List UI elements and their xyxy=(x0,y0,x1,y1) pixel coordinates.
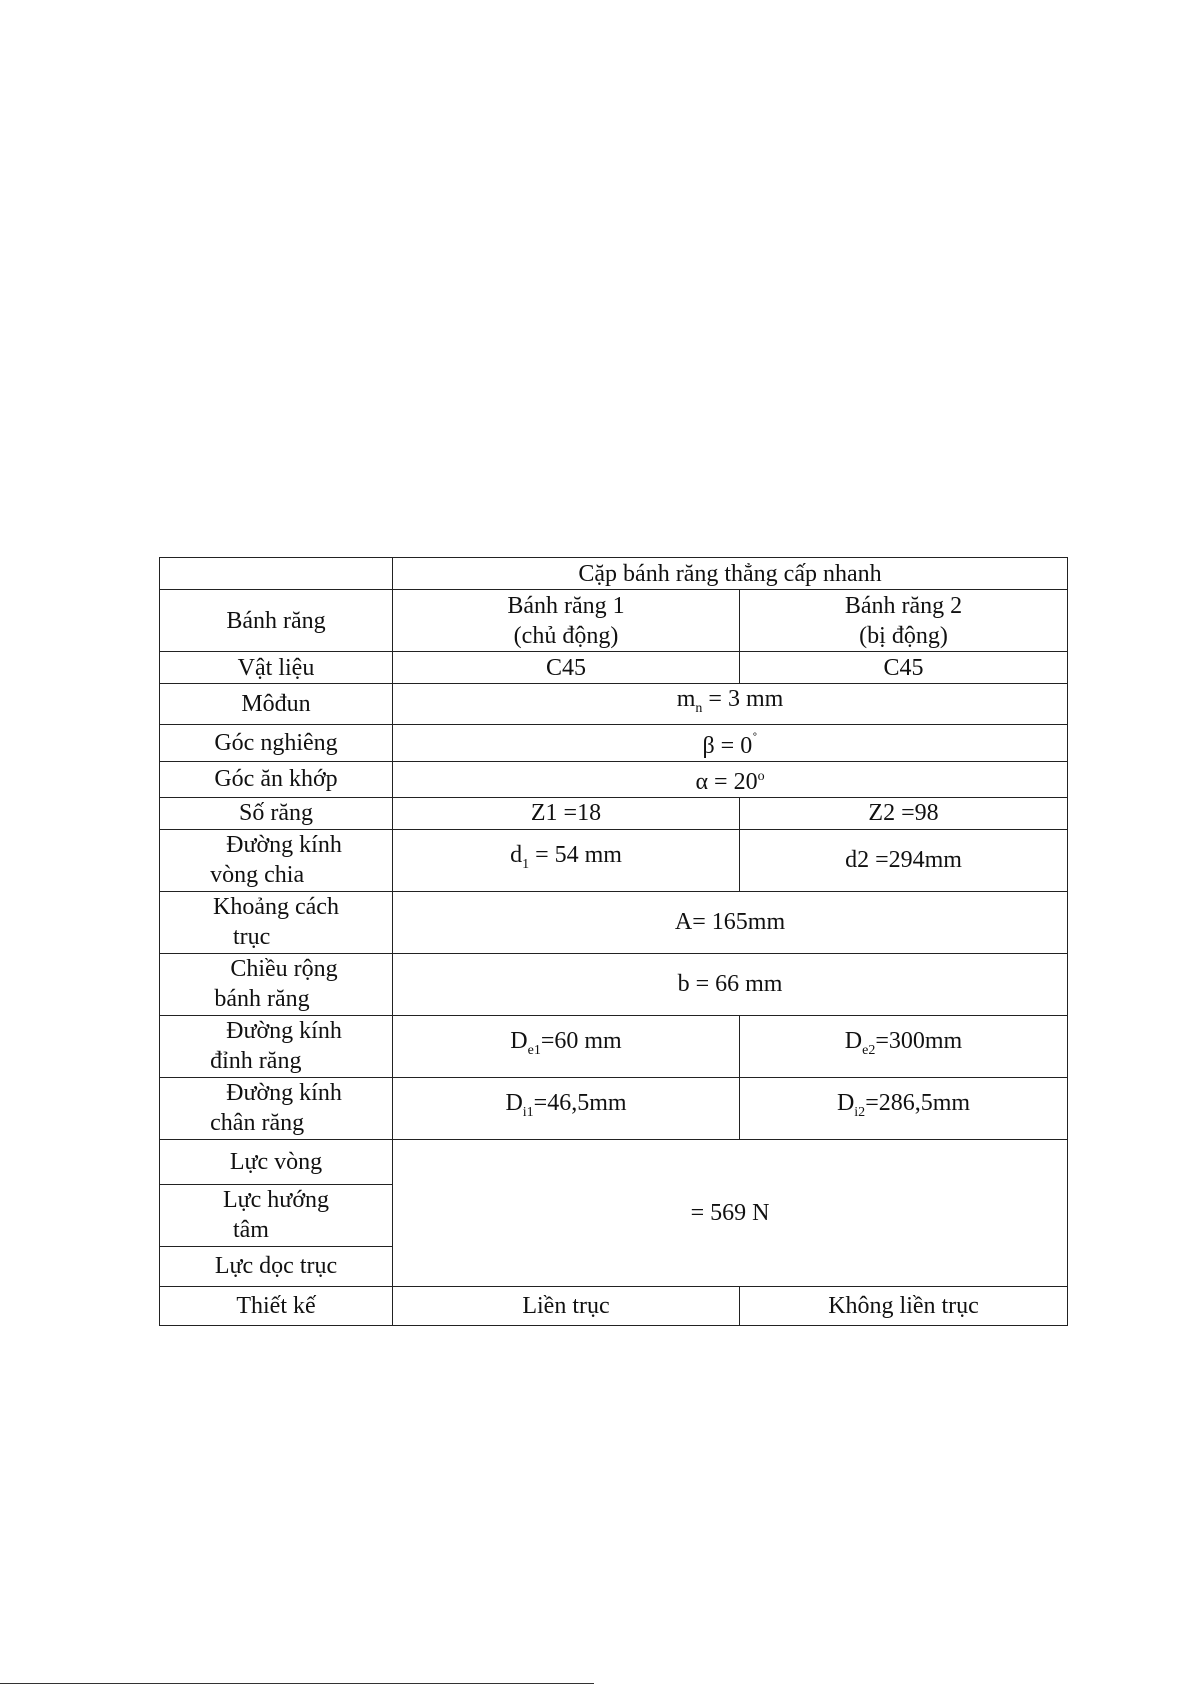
gear2-role: (bị động) xyxy=(859,622,948,649)
label-line: tâm xyxy=(232,1217,269,1244)
cell-value: Z2 =98 xyxy=(740,797,1068,829)
cell-value xyxy=(393,1077,740,1139)
row-label xyxy=(160,891,393,953)
cell-value: A= 165mm xyxy=(393,891,1068,953)
cell-value xyxy=(393,684,1068,725)
value-rest: =286,5mm xyxy=(865,1090,971,1117)
gear1-header xyxy=(393,590,740,652)
gear2-title: Bánh răng 2 xyxy=(844,592,963,619)
row-label: Thiết kế xyxy=(160,1286,393,1325)
table-row xyxy=(160,797,1068,829)
module-subscript: n xyxy=(695,700,703,716)
subscript: i1 xyxy=(522,1105,534,1121)
label-line: vòng chia xyxy=(210,862,305,889)
subscript: i2 xyxy=(854,1105,866,1121)
table-row xyxy=(160,891,1068,953)
table-row xyxy=(160,761,1068,797)
label-line: chân răng xyxy=(210,1110,305,1137)
helix-angle-value: β = 0 xyxy=(702,732,753,759)
module-rest: = 3 mm xyxy=(702,686,784,712)
row-label xyxy=(160,1015,393,1077)
row-label: Môđun xyxy=(160,684,393,725)
cell-value: b = 66 mm xyxy=(393,953,1068,1015)
table-row xyxy=(160,953,1068,1015)
subscript: 1 xyxy=(522,857,530,873)
value-rest: = 54 mm xyxy=(529,842,622,869)
row-label: Góc ăn khớp xyxy=(160,761,393,797)
cell-value xyxy=(393,829,740,891)
group-header: Cặp bánh răng thẳng cấp nhanh xyxy=(393,558,1068,590)
cell-value xyxy=(393,1015,740,1077)
row-label xyxy=(160,829,393,891)
symbol: d xyxy=(510,842,523,869)
row-label xyxy=(160,1077,393,1139)
row-label: Bánh răng xyxy=(160,590,393,652)
table-row xyxy=(160,558,1068,590)
gear1-role: (chủ động) xyxy=(513,622,619,649)
symbol: D xyxy=(505,1090,523,1117)
table-row xyxy=(160,1077,1068,1139)
degree-sup: ˚ xyxy=(752,730,758,748)
cell-value: Z1 =18 xyxy=(393,797,740,829)
row-label: Lực vòng xyxy=(160,1139,393,1184)
pressure-angle-value: α = 20 xyxy=(695,768,758,795)
row-label: Lực dọc trục xyxy=(160,1246,393,1286)
row-label: Góc nghiêng xyxy=(160,724,393,761)
table-row xyxy=(160,1139,1068,1184)
table-row xyxy=(160,1286,1068,1325)
label-line: Khoảng cách xyxy=(213,894,339,921)
label-line: Lực hướng xyxy=(222,1187,330,1214)
cell-value xyxy=(393,724,1068,761)
label-line: đỉnh răng xyxy=(210,1048,302,1075)
subscript: e1 xyxy=(527,1043,541,1059)
row-label: Vật liệu xyxy=(160,652,393,684)
label-line: Đường kính xyxy=(226,1080,342,1107)
cell-value: C45 xyxy=(393,652,740,684)
label-line: Chiều rộng xyxy=(230,956,338,983)
gear2-header xyxy=(740,590,1068,652)
table-row xyxy=(160,829,1068,891)
cell-value xyxy=(393,761,1068,797)
degree-sup: o xyxy=(757,768,765,784)
row-label: Số răng xyxy=(160,797,393,829)
table-row xyxy=(160,724,1068,761)
gear1-title: Bánh răng 1 xyxy=(507,592,625,619)
label-line: Đường kính xyxy=(226,832,342,859)
row-label xyxy=(160,953,393,1015)
table-row xyxy=(160,1015,1068,1077)
module-symbol: m xyxy=(676,686,696,712)
table-row xyxy=(160,590,1068,652)
force-value-cell: = 569 N xyxy=(393,1139,1068,1286)
table-row xyxy=(160,652,1068,684)
cell-value: d2 =294mm xyxy=(740,829,1068,891)
gear-spec-table xyxy=(159,557,1068,1326)
table-row xyxy=(160,684,1068,725)
cell-value xyxy=(740,1077,1068,1139)
row-label xyxy=(160,1184,393,1246)
label-line: bánh răng xyxy=(214,986,310,1013)
label-line: Đường kính xyxy=(226,1018,342,1045)
cell-value: Không liền trục xyxy=(740,1286,1068,1325)
cell-value: C45 xyxy=(740,652,1068,684)
symbol: D xyxy=(510,1028,528,1055)
cell-value xyxy=(740,1015,1068,1077)
label-line: trục xyxy=(233,924,271,951)
symbol: D xyxy=(844,1028,863,1055)
empty-corner-cell xyxy=(160,558,393,590)
value-rest: =60 mm xyxy=(540,1028,622,1055)
value-rest: =300mm xyxy=(875,1028,963,1055)
value-rest: =46,5mm xyxy=(533,1090,627,1117)
footnote-separator xyxy=(0,1683,594,1684)
cell-value: Liền trục xyxy=(393,1286,740,1325)
subscript: e2 xyxy=(862,1043,876,1059)
symbol: D xyxy=(836,1090,855,1117)
